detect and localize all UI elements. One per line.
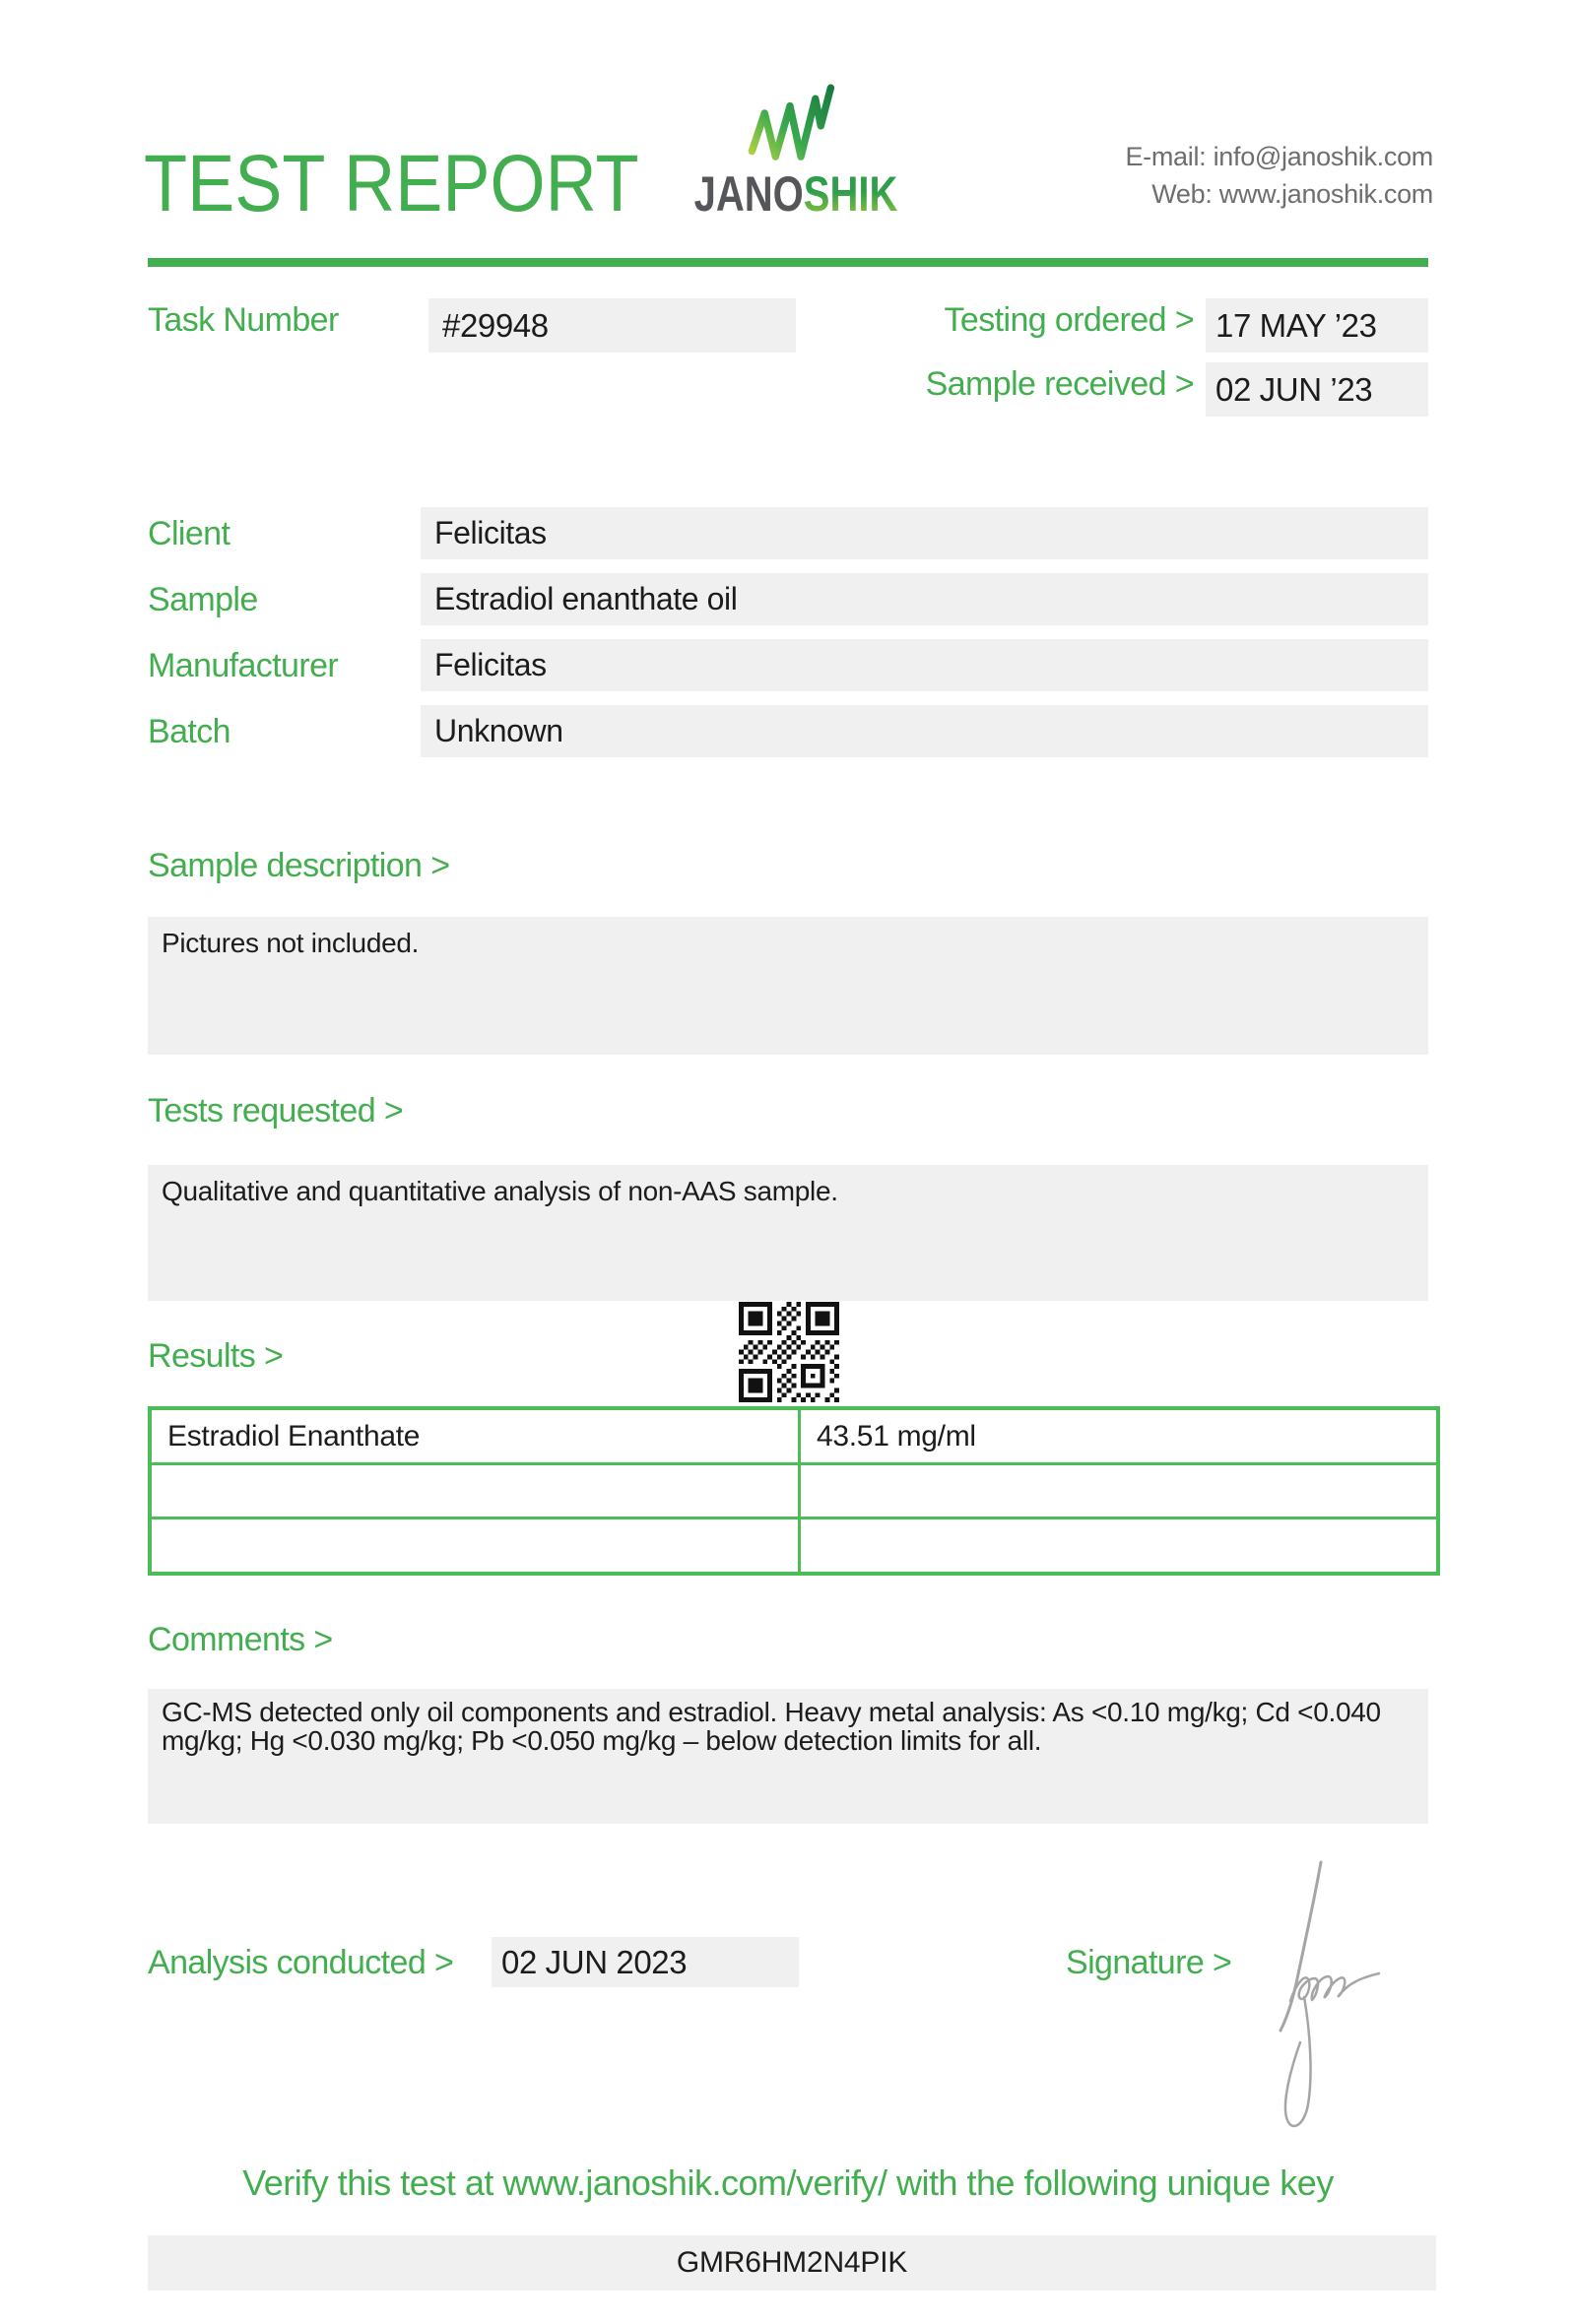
verify-text: Verify this test at www.janoshik.com/verify/ with the following unique key: [242, 2163, 1334, 2203]
contact-block: [1125, 138, 1433, 213]
comments-text: GC-MS detected only oil components and estradiol. Heavy metal analysis: As <0.10 mg/kg; Cd <0.040 mg/kg; Hg <0.030 mg/kg; Pb <0.050 mg/kg – below detection limits for all.: [162, 1697, 1381, 1756]
batch-label: Batch: [148, 713, 230, 750]
testing-ordered-date: 17 MAY ’23: [1206, 298, 1428, 353]
page-title: TEST REPORT: [144, 139, 639, 228]
testing-ordered-label: Testing ordered >: [944, 301, 1194, 339]
logo-wordmark: [678, 165, 914, 223]
result-value-cell: 43.51 mg/ml: [801, 1410, 1436, 1462]
client-value: Felicitas: [421, 507, 1428, 559]
results-heading: Results >: [148, 1337, 284, 1375]
header-divider: [148, 258, 1428, 267]
result-value-cell: [801, 1519, 1436, 1572]
result-value-cell: [801, 1465, 1436, 1517]
sample-received-date: 02 JUN ’23: [1206, 362, 1428, 417]
tests-requested-text: Qualitative and quantitative analysis of non-AAS sample.: [162, 1176, 838, 1206]
sample-label: Sample: [148, 581, 258, 618]
result-name-cell: Estradiol Enanthate: [152, 1410, 798, 1462]
sample-received-label: Sample received >: [925, 365, 1194, 403]
contact-web: Web: www.janoshik.com: [1151, 179, 1433, 209]
sample-description-heading: Sample description >: [148, 847, 450, 884]
sample-description-box: [148, 917, 1428, 1055]
client-label: Client: [148, 515, 230, 552]
sample-description-text: Pictures not included.: [162, 928, 420, 958]
analysis-date: 02 JUN 2023: [492, 1937, 799, 1987]
signature-image: [1261, 1824, 1478, 2139]
results-table: [148, 1406, 1440, 1576]
manufacturer-label: Manufacturer: [148, 647, 339, 684]
result-name-cell: [152, 1519, 798, 1572]
task-number-value: #29948: [428, 298, 796, 353]
result-name-cell: [152, 1465, 798, 1517]
manufacturer-value: Felicitas: [421, 639, 1428, 691]
unique-key: GMR6HM2N4PIK: [148, 2235, 1436, 2291]
analysis-conducted-label: Analysis conducted >: [148, 1944, 454, 1981]
comments-heading: Comments >: [148, 1621, 333, 1658]
logo-chart-icon: [745, 79, 835, 169]
task-number-label: Task Number: [148, 301, 339, 339]
comments-box: [148, 1689, 1428, 1824]
logo-text-shik: SHIK: [803, 166, 898, 222]
qr-code: [739, 1302, 839, 1402]
sample-value: Estradiol enanthate oil: [421, 573, 1428, 625]
logo-text-jano: JANO: [693, 166, 804, 222]
batch-value: Unknown: [421, 705, 1428, 757]
tests-requested-box: [148, 1165, 1428, 1301]
tests-requested-heading: Tests requested >: [148, 1092, 404, 1130]
signature-label: Signature >: [1066, 1944, 1232, 1981]
contact-email: E-mail: info@janoshik.com: [1125, 142, 1433, 171]
